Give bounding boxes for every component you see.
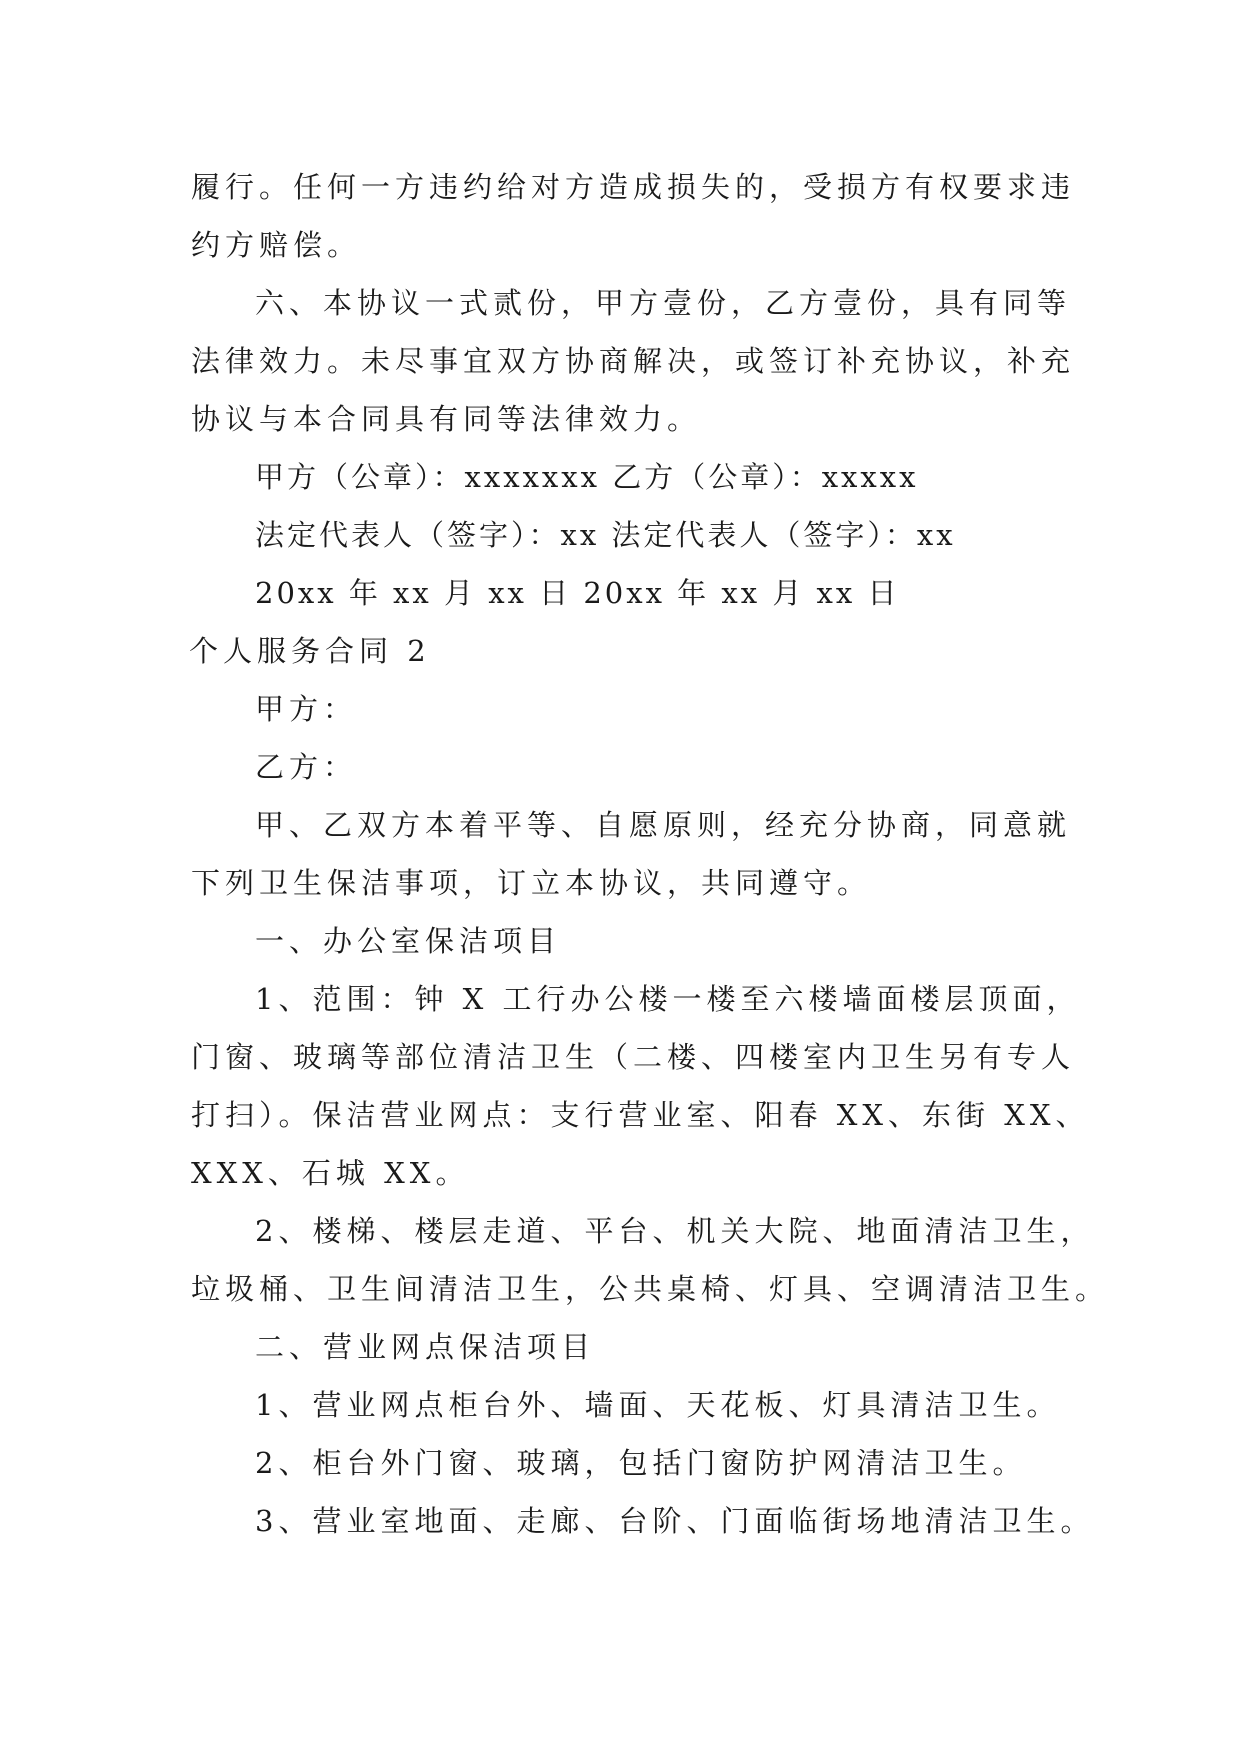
date-line: 20xx 年 xx 月 xx 日 20xx 年 xx 月 xx 日 [255, 576, 900, 610]
representative-line: 法定代表人（签字）：xx 法定代表人（签字）：xx [255, 518, 956, 552]
list-item: 3、营业室地面、走廊、台阶、门面临街场地清洁卫生。 [255, 1504, 1095, 1538]
continued-clause [191, 158, 1076, 274]
signature-block [191, 448, 1071, 622]
list-item: 2、柜台外门窗、玻璃，包括门窗防护网清洁卫生。 [255, 1446, 1027, 1480]
text-line: 法律效力。未尽事宜双方协商解决，或签订补充协议，补充 [191, 344, 1076, 378]
seal-line: 甲方（公章）：xxxxxxx 乙方（公章）：xxxxx [255, 460, 919, 494]
document-body [189, 158, 1110, 1550]
text-line: 六、本协议一式贰份，甲方壹份，乙方壹份，具有同等 [255, 286, 1072, 320]
section1-item2 [191, 1202, 1110, 1318]
text-line: 打扫）。保洁营业网点：支行营业室、阳春 XX、东街 XX、 [191, 1098, 1090, 1132]
text-line: 下列卫生保洁事项，订立本协议，共同遵守。 [191, 866, 872, 900]
text-line: 2、楼梯、楼层走道、平台、机关大院、地面清洁卫生， [255, 1214, 1095, 1248]
party-a-label: 甲方： [255, 692, 358, 726]
text-line: 1、范围：钟 X 工行办公楼一楼至六楼墙面楼层顶面， [255, 982, 1081, 1016]
section-title: 一、办公室保洁项目 [255, 924, 562, 958]
clause-six [191, 274, 1076, 448]
list-item: 1、营业网点柜台外、墙面、天花板、灯具清洁卫生。 [255, 1388, 1061, 1422]
party-b-label: 乙方： [255, 750, 358, 784]
text-line: 协议与本合同具有同等法律效力。 [191, 402, 702, 436]
contract-title: 个人服务合同 2 [189, 634, 431, 668]
text-line: 垃圾桶、卫生间清洁卫生，公共桌椅、灯具、空调清洁卫生。 [191, 1272, 1110, 1306]
section-title: 二、营业网点保洁项目 [255, 1330, 596, 1364]
text-line: 甲、乙双方本着平等、自愿原则，经充分协商，同意就 [255, 808, 1072, 842]
text-line: 约方赔偿。 [191, 228, 362, 262]
text-line: XXX、石城 XX。 [191, 1156, 470, 1190]
section1-item1 [191, 970, 1090, 1202]
intro-paragraph [191, 796, 1071, 912]
text-line: 履行。任何一方违约给对方造成损失的，受损方有权要求违 [191, 170, 1076, 204]
text-line: 门窗、玻璃等部位清洁卫生（二楼、四楼室内卫生另有专人 [191, 1040, 1076, 1074]
